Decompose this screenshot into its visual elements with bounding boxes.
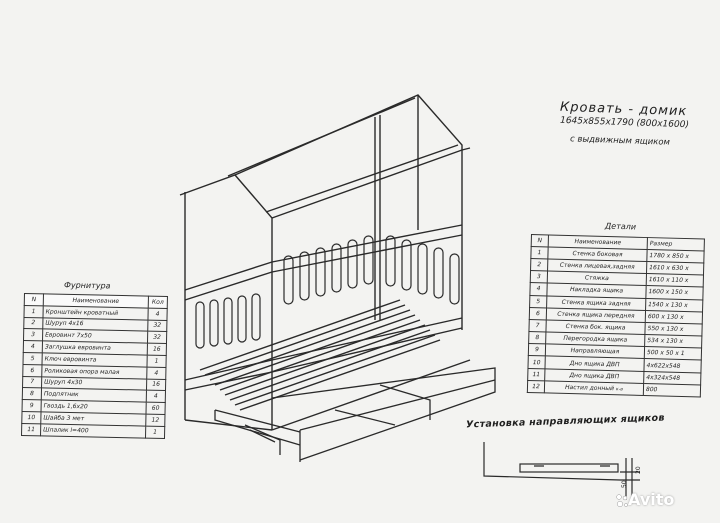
header-name: Наименование xyxy=(548,235,647,249)
cell-name: Кронштейн кроватный xyxy=(43,306,148,320)
cell-size: 550 x 130 x xyxy=(645,322,702,336)
cell-name: Направляющая xyxy=(545,344,644,359)
hardware-table xyxy=(21,293,168,439)
parts-caption: Детали xyxy=(604,221,637,232)
cell-n: 8 xyxy=(529,332,546,345)
cell-qty: 1 xyxy=(147,355,166,367)
cell-size: 1540 x 130 x xyxy=(646,298,703,312)
cell-n: 7 xyxy=(529,319,546,332)
cell-n: 1 xyxy=(531,246,548,259)
cell-size: 1600 x 150 x xyxy=(646,286,703,300)
cell-n: 7 xyxy=(23,376,42,388)
cell-name: Евровинт 7x50 xyxy=(42,329,147,343)
subtitle-text: с выдвижным ящиком xyxy=(569,134,671,148)
cell-name: Шайба 3 мет xyxy=(41,412,146,426)
cell-n: 5 xyxy=(530,295,547,308)
cell-name: Дно ящика ДВП xyxy=(545,369,644,384)
cell-n: 10 xyxy=(528,356,545,369)
cell-name: Стенка лицевая,задняя xyxy=(548,259,647,274)
cell-size: 1780 x 850 x xyxy=(647,249,704,263)
avito-watermark: Avito xyxy=(628,490,675,509)
cell-name: Шуруп 4x16 xyxy=(43,317,148,331)
cell-qty: 60 xyxy=(146,402,165,414)
cell-size: 4x622x548 xyxy=(644,359,701,373)
cell-size: 1610 x 630 x xyxy=(647,262,704,276)
cell-n: 11 xyxy=(22,423,41,435)
cell-qty: 32 xyxy=(147,331,166,343)
cell-size: 1610 x 110 x xyxy=(646,274,703,288)
cell-n: 10 xyxy=(22,411,41,423)
dim-mark-50: 50 xyxy=(621,480,628,488)
cell-n: 9 xyxy=(528,344,545,357)
table-row xyxy=(22,423,165,438)
header-qty: Кол xyxy=(148,296,167,308)
cell-qty: 16 xyxy=(146,379,165,391)
cell-name: Стенка боковая xyxy=(548,247,647,262)
cell-n: 11 xyxy=(528,368,545,381)
cell-name: Стенка ящика задняя xyxy=(547,295,646,310)
cell-qty: 12 xyxy=(146,414,165,426)
cell-n: 12 xyxy=(527,380,544,393)
hardware-caption: Фурнитура xyxy=(63,280,111,291)
cell-size: 800 xyxy=(643,383,700,397)
cell-name: Стяжка xyxy=(547,271,646,286)
cell-n: 9 xyxy=(22,400,41,412)
header-n: N xyxy=(531,235,548,247)
cell-n: 6 xyxy=(529,307,546,320)
cell-n: 3 xyxy=(530,271,547,284)
avito-logo-icon xyxy=(616,494,628,508)
cell-size: 534 x 130 x xyxy=(645,335,702,349)
header-size: Размер xyxy=(647,238,704,251)
parts-note: к-в xyxy=(615,387,623,393)
cell-name: Шпалик l=400 xyxy=(41,424,146,438)
cell-n: 8 xyxy=(22,388,41,400)
dim-mark-20: 20 xyxy=(635,466,642,474)
cell-name: Роликовая опора малая xyxy=(42,365,147,379)
cell-n: 5 xyxy=(23,352,42,364)
cell-qty: 1 xyxy=(145,426,164,438)
cell-n: 4 xyxy=(23,341,42,353)
cell-n: 1 xyxy=(24,305,43,317)
cell-size: 600 x 130 x xyxy=(645,310,702,324)
cell-name: Накладка ящика xyxy=(547,283,646,298)
cell-size: 4x324x548 xyxy=(644,371,701,385)
cell-qty: 4 xyxy=(146,390,165,402)
header-name: Наименование xyxy=(43,294,148,308)
cell-n: 2 xyxy=(24,317,43,329)
cell-name-text: Настил донный xyxy=(564,383,615,393)
drawer-guide-caption: Установка направляющих ящиков xyxy=(465,412,665,431)
cell-n: 2 xyxy=(531,258,548,271)
cell-n: 6 xyxy=(23,364,42,376)
cell-n: 4 xyxy=(530,283,547,296)
cell-qty: 16 xyxy=(147,343,166,355)
parts-table xyxy=(527,234,705,398)
cell-n: 3 xyxy=(24,329,43,341)
cell-qty: 4 xyxy=(148,308,167,320)
cell-name: Стенка ящика передняя xyxy=(546,308,645,323)
cell-name: Перегородка ящика xyxy=(546,332,645,347)
cell-name: Гвоздь 1,6x20 xyxy=(41,400,146,414)
cell-name: Ключ евровинта xyxy=(42,353,147,367)
cell-name: Заглушка евровинта xyxy=(42,341,147,355)
header-n: N xyxy=(24,294,43,306)
cell-size: 500 x 50 x 1 xyxy=(644,347,701,361)
cell-name xyxy=(544,381,643,396)
cell-name: Подпятник xyxy=(41,388,146,402)
dimensions-text: 1645x855x1790 (800x1600) xyxy=(559,115,690,131)
document-title: Кровать - домик xyxy=(559,99,688,120)
cell-qty: 4 xyxy=(147,367,166,379)
cell-qty: 32 xyxy=(148,320,167,332)
cell-name: Дно ящика ДВП xyxy=(545,356,644,371)
cell-name: Шуруп 4x30 xyxy=(42,376,147,390)
cell-name: Стенка бок. ящика xyxy=(546,320,645,335)
